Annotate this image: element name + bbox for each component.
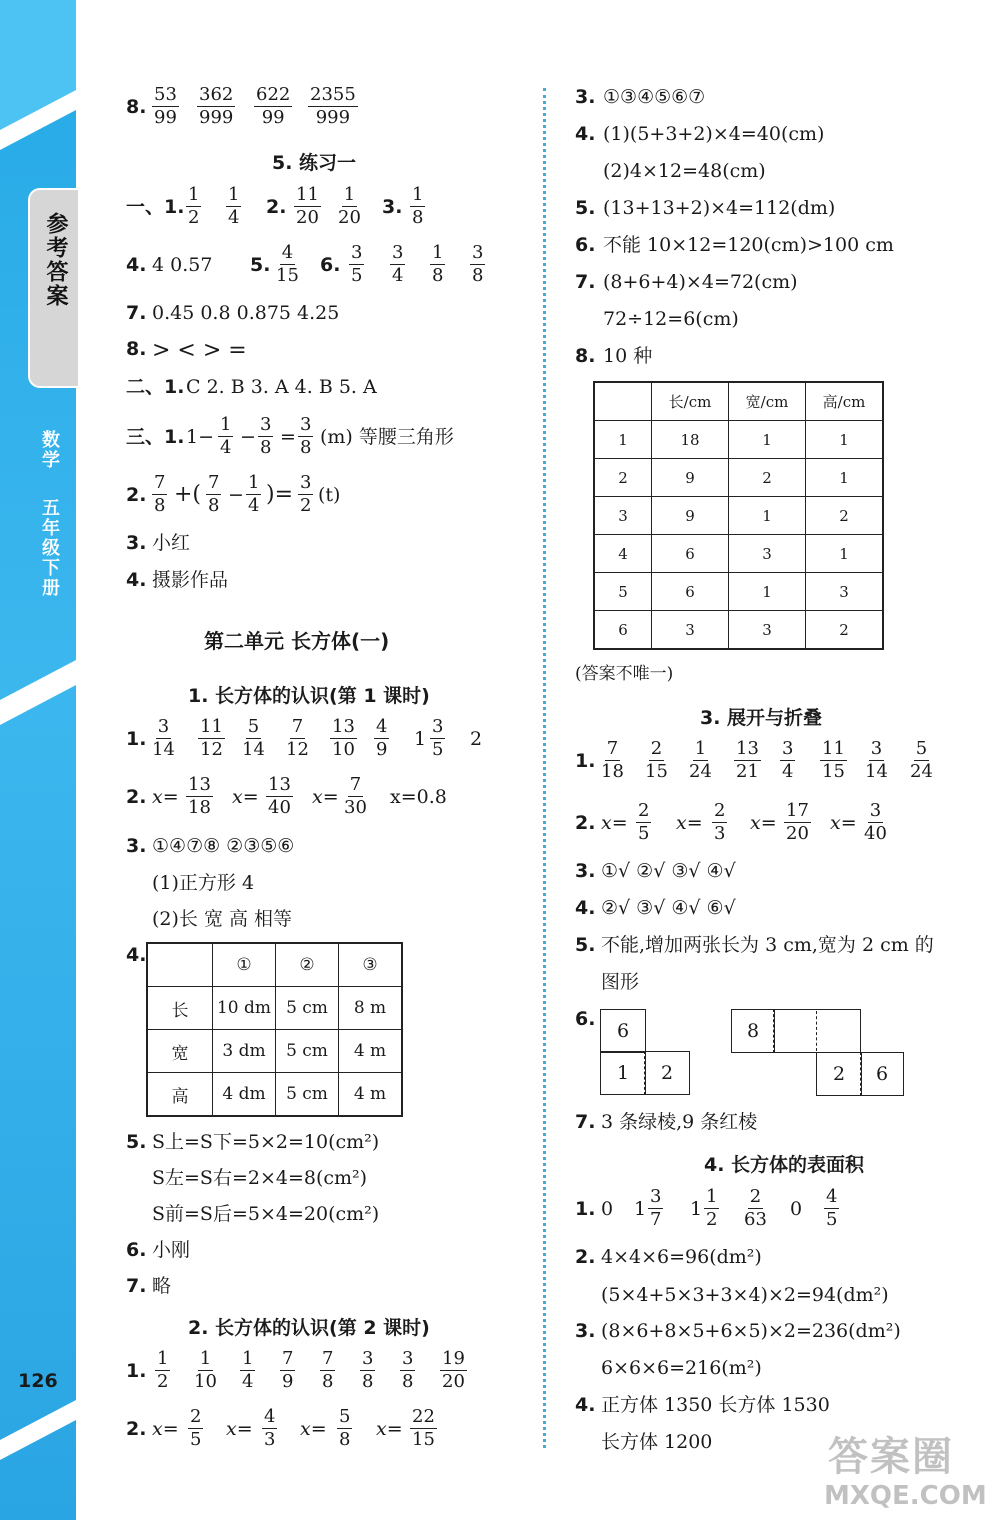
q-label: 2. — [126, 1418, 147, 1440]
expr-text: x= — [312, 786, 339, 808]
fraction: 3 8 — [300, 414, 312, 458]
answer-text: S左=S右=2×4=8(cm²) — [152, 1167, 368, 1189]
answer-text: 小刚 — [152, 1239, 191, 1261]
q-label: 6. — [575, 1008, 596, 1030]
net-cell: 2 — [816, 1052, 862, 1096]
q-label: 2. — [266, 196, 287, 218]
answer-text: 0.45 0.8 0.875 4.25 — [152, 302, 340, 324]
table-cell: 3 — [729, 611, 806, 650]
q-label: 5. — [126, 1131, 147, 1153]
net-cell: 2 — [644, 1051, 690, 1095]
table-cell: 1 — [806, 535, 884, 573]
fraction: 5 14 — [242, 716, 265, 760]
answer-text: (5×4+5×3+3×4)×2=94(dm²) — [601, 1284, 889, 1306]
fraction: 1 2 — [157, 1348, 169, 1392]
fraction: 4 5 — [826, 1186, 838, 1230]
fraction: 2 3 — [714, 800, 726, 844]
expr-text: 0 — [790, 1198, 803, 1220]
answer-text: 不能 10×12=120(cm)>100 cm — [603, 234, 894, 256]
q-label: 2. — [126, 484, 147, 506]
watermark — [820, 1425, 990, 1515]
fraction: 7 30 — [344, 774, 367, 818]
q-label: 2. — [575, 812, 596, 834]
fraction: 2 63 — [744, 1186, 767, 1230]
q-label: 3. — [126, 835, 147, 857]
q-label: 6. — [575, 234, 596, 256]
table-cell: 5 — [594, 573, 652, 611]
answer-text: > < > = — [152, 338, 247, 363]
fraction: 4 3 — [264, 1406, 276, 1450]
answer-text: (2)4×12=48(cm) — [603, 160, 766, 182]
expr-text: x= — [226, 1418, 253, 1440]
table-cell: 高/cm — [806, 382, 884, 421]
q-label: 三、1. — [126, 426, 185, 448]
net-cell: 6 — [600, 1009, 646, 1053]
page-number: 126 — [18, 1370, 58, 1392]
table-cell: 6 — [652, 535, 729, 573]
q-label: 1. — [126, 728, 147, 750]
fraction: 13 18 — [188, 774, 211, 818]
fraction: 1 4 — [242, 1348, 254, 1392]
q8-label: 8. — [126, 96, 147, 118]
q-label: 3. — [382, 196, 403, 218]
fraction: 3 40 — [864, 800, 887, 844]
answer-text: C 2. B 3. A 4. B 5. A — [186, 376, 377, 398]
table-cell: 1 — [806, 421, 884, 459]
table-cell: 4 — [594, 535, 652, 573]
table-cell: 1 — [806, 459, 884, 497]
q-label: 1. — [575, 750, 596, 772]
q-label: 7. — [575, 271, 596, 293]
table-cell: ③ — [339, 943, 403, 987]
fraction: 3 8 — [260, 414, 272, 458]
fraction: 13 10 — [332, 716, 355, 760]
q-label: 6. — [126, 1239, 147, 1261]
net-cell: 6 — [860, 1052, 904, 1096]
answer-text: 正方体 1350 长方体 1530 — [601, 1394, 830, 1416]
q-label: 一、1. — [126, 196, 185, 218]
table-cell: 4 m — [339, 1030, 403, 1073]
answer-text: 4 0.57 — [152, 254, 213, 276]
net-cell-empty — [773, 1009, 861, 1053]
fraction: 7 8 — [154, 472, 166, 516]
fraction: 3 7 — [650, 1186, 662, 1230]
expr-text: 1− — [186, 426, 215, 448]
table-cell: 2 — [729, 459, 806, 497]
note-text: (答案不唯一) — [575, 664, 674, 684]
q-label: 4. — [126, 944, 147, 966]
fraction: 3 8 — [402, 1348, 414, 1392]
table-cell: 3 — [652, 611, 729, 650]
fraction: 11 20 — [296, 184, 319, 228]
expr-text: 1 — [690, 1198, 703, 1220]
fraction: 4 9 — [376, 716, 388, 760]
subject-label: 数学 — [39, 430, 60, 470]
table-cell: 5 cm — [276, 1030, 339, 1073]
answer-text: 72÷12=6(cm) — [603, 308, 739, 330]
fraction: 3 4 — [392, 242, 404, 286]
section-title: 3. 展开与折叠 — [700, 707, 823, 729]
q-label: 4. — [126, 254, 147, 276]
column-divider — [543, 88, 546, 1448]
expr-text: x= — [676, 812, 703, 834]
fraction: 13 40 — [268, 774, 291, 818]
fraction: 5 24 — [910, 738, 933, 782]
table-cell: 1 — [729, 421, 806, 459]
fraction: 53 99 — [154, 84, 177, 128]
answer-text: (13+13+2)×4=112(dm) — [603, 197, 836, 219]
fraction: 2 5 — [638, 800, 650, 844]
fraction: 3 14 — [865, 738, 888, 782]
table-cell: 9 — [652, 497, 729, 535]
table-cell — [147, 943, 213, 987]
fraction: 1 24 — [689, 738, 712, 782]
fraction: 13 21 — [736, 738, 759, 782]
expr-text: )= — [266, 482, 294, 507]
net-cell: 8 — [731, 1009, 775, 1053]
fraction: 7 9 — [282, 1348, 294, 1392]
fraction: 4 15 — [276, 242, 299, 286]
fraction: 1 10 — [194, 1348, 217, 1392]
expr-text: 1 — [414, 728, 427, 750]
fraction: 19 20 — [442, 1348, 465, 1392]
fraction: 22 15 — [412, 1406, 435, 1450]
fraction: 362 999 — [199, 84, 234, 128]
expr-text: x= — [152, 1418, 179, 1440]
q-label: 4. — [126, 569, 147, 591]
section-title: 5. 练习一 — [272, 152, 357, 174]
fraction: 7 12 — [286, 716, 309, 760]
watermark-logo: 答案圈 — [828, 1434, 954, 1480]
tab-label: 参考答案 — [43, 212, 68, 308]
table-cell: 3 dm — [213, 1030, 276, 1073]
table-cell: 3 — [729, 535, 806, 573]
answer-text: S前=S后=5×4=20(cm²) — [152, 1203, 380, 1225]
fraction: 3 8 — [362, 1348, 374, 1392]
expr-text: x= — [601, 812, 628, 834]
fraction: 622 99 — [256, 84, 291, 128]
table-cell: ① — [213, 943, 276, 987]
fraction: 7 18 — [601, 738, 624, 782]
fraction: 3 2 — [300, 472, 312, 516]
table-cell: 8 m — [339, 987, 403, 1030]
q-label: 7. — [126, 1275, 147, 1297]
table-cell: 1 — [729, 497, 806, 535]
expr-text: = — [280, 426, 296, 448]
table-cell: 3 — [806, 573, 884, 611]
q-label: 二、1. — [126, 376, 185, 398]
expr-text: x= — [750, 812, 777, 834]
q-label: 3. — [575, 1320, 596, 1342]
q-label: 8. — [126, 338, 147, 360]
fraction: 7 8 — [322, 1348, 334, 1392]
expr-text: (t) — [318, 484, 341, 506]
fraction: 1 4 — [220, 414, 232, 458]
answer-text: (1)正方形 4 — [152, 872, 255, 894]
grade-label: 五年级下册 — [39, 498, 60, 598]
unit-title: 第二单元 长方体(一) — [204, 629, 390, 653]
q-label: 4. — [575, 897, 596, 919]
answer-text: 图形 — [601, 971, 640, 993]
fraction: 3 5 — [432, 716, 444, 760]
expr-text: +( — [174, 482, 202, 507]
answer-text: ①④⑦⑧ ②③⑤⑥ — [152, 835, 295, 857]
q-label: 5. — [575, 934, 596, 956]
table-cell: 宽/cm — [729, 382, 806, 421]
answer-text: 3 条绿棱,9 条红棱 — [601, 1111, 758, 1133]
q-label: 4. — [575, 1394, 596, 1416]
table-cell: 4 dm — [213, 1073, 276, 1117]
table-cell — [594, 382, 652, 421]
table-cell: 5 cm — [276, 987, 339, 1030]
q-label: 7. — [575, 1111, 596, 1133]
net-fold-line — [816, 1011, 817, 1051]
fraction: 11 15 — [822, 738, 845, 782]
table-cell: 长 — [147, 987, 213, 1030]
dimensions-table — [146, 942, 403, 1117]
table-cell: 5 cm — [276, 1073, 339, 1117]
section-title: 1. 长方体的认识(第 1 课时) — [188, 685, 430, 707]
expr-text: 1 — [634, 1198, 647, 1220]
expr-text: x=0.8 — [390, 786, 447, 808]
table-cell: 2 — [594, 459, 652, 497]
expr-text: x= — [232, 786, 259, 808]
answer-text: ①③④⑤⑥⑦ — [603, 86, 706, 108]
fraction: 7 8 — [208, 472, 220, 516]
q-label: 5. — [250, 254, 271, 276]
table-cell: 10 dm — [213, 987, 276, 1030]
fraction: 1 2 — [188, 184, 200, 228]
answer-text: 摄影作品 — [152, 569, 229, 591]
fraction: 3 5 — [351, 242, 363, 286]
table-cell: 4 m — [339, 1073, 403, 1117]
table-cell: 3 — [594, 497, 652, 535]
fraction: 1 8 — [432, 242, 444, 286]
answer-text: (8×6+8×5+6×5)×2=236(dm²) — [601, 1320, 901, 1342]
answer-text: S上=S下=5×2=10(cm²) — [152, 1131, 380, 1153]
fraction: 1 8 — [412, 184, 424, 228]
answer-text: 长方体 1200 — [601, 1431, 713, 1453]
table-cell: 6 — [594, 611, 652, 650]
table-cell: 高 — [147, 1073, 213, 1117]
table-cell: 1 — [594, 421, 652, 459]
fraction: 1 4 — [228, 184, 240, 228]
cuboid-table — [593, 381, 884, 650]
expr-text: − — [240, 426, 256, 448]
table-cell: 6 — [652, 573, 729, 611]
expr-text: 2 — [470, 728, 483, 750]
answer-text: ①√ ②√ ③√ ④√ — [601, 860, 736, 882]
net-cell: 1 — [600, 1051, 646, 1095]
fraction: 5 8 — [339, 1406, 351, 1450]
table-cell: 9 — [652, 459, 729, 497]
q-label: 1. — [575, 1198, 596, 1220]
q-label: 6. — [320, 254, 341, 276]
q-label: 3. — [575, 86, 596, 108]
q-label: 5. — [575, 197, 596, 219]
q-label: 1. — [126, 1360, 147, 1382]
answer-text: (2)长 宽 高 相等 — [152, 908, 293, 930]
expr-text: − — [228, 484, 244, 506]
fraction: 2 5 — [190, 1406, 202, 1450]
fraction: 1 20 — [338, 184, 361, 228]
expr-text: x= — [830, 812, 857, 834]
q-label: 4. — [575, 123, 596, 145]
expr-text: (m) 等腰三角形 — [320, 426, 454, 448]
answer-text: 10 种 — [603, 345, 653, 367]
q-label: 2. — [575, 1246, 596, 1268]
answer-text: (1)(5+3+2)×4=40(cm) — [603, 123, 825, 145]
table-cell: 2 — [806, 611, 884, 650]
fraction: 1 4 — [248, 472, 260, 516]
answer-text: 6×6×6=216(m²) — [601, 1357, 762, 1379]
table-cell: 2 — [806, 497, 884, 535]
expr-text: 0 — [601, 1198, 614, 1220]
answer-text: ②√ ③√ ④√ ⑥√ — [601, 897, 736, 919]
section-title: 4. 长方体的表面积 — [704, 1154, 865, 1176]
watermark-url: MXQE.COM — [824, 1481, 987, 1511]
expr-text: x= — [152, 786, 179, 808]
fraction: 3 4 — [782, 738, 794, 782]
answer-text: 小红 — [152, 532, 191, 554]
q-label: 8. — [575, 345, 596, 367]
table-cell: 18 — [652, 421, 729, 459]
fraction: 1 2 — [706, 1186, 718, 1230]
fraction: 2 15 — [645, 738, 668, 782]
answer-tab — [28, 188, 78, 388]
q-label: 3. — [126, 532, 147, 554]
table-cell: 长/cm — [652, 382, 729, 421]
answer-text: 4×4×6=96(dm²) — [601, 1246, 762, 1268]
expr-text: x= — [300, 1418, 327, 1440]
table-cell: 1 — [729, 573, 806, 611]
fraction: 2355 999 — [310, 84, 356, 128]
q-label: 3. — [575, 860, 596, 882]
table-cell: 宽 — [147, 1030, 213, 1073]
fraction: 3 8 — [472, 242, 484, 286]
q-label: 2. — [126, 786, 147, 808]
table-cell: ② — [276, 943, 339, 987]
sidebar-band — [0, 0, 76, 1520]
answer-text: 不能,增加两张长为 3 cm,宽为 2 cm 的 — [601, 934, 934, 956]
q-label: 7. — [126, 302, 147, 324]
answer-text: 略 — [152, 1275, 172, 1297]
fraction: 3 14 — [152, 716, 175, 760]
answer-text: (8+6+4)×4=72(cm) — [603, 271, 798, 293]
fraction: 17 20 — [786, 800, 809, 844]
fraction: 11 12 — [200, 716, 223, 760]
expr-text: x= — [376, 1418, 403, 1440]
section-title: 2. 长方体的认识(第 2 课时) — [188, 1317, 430, 1339]
